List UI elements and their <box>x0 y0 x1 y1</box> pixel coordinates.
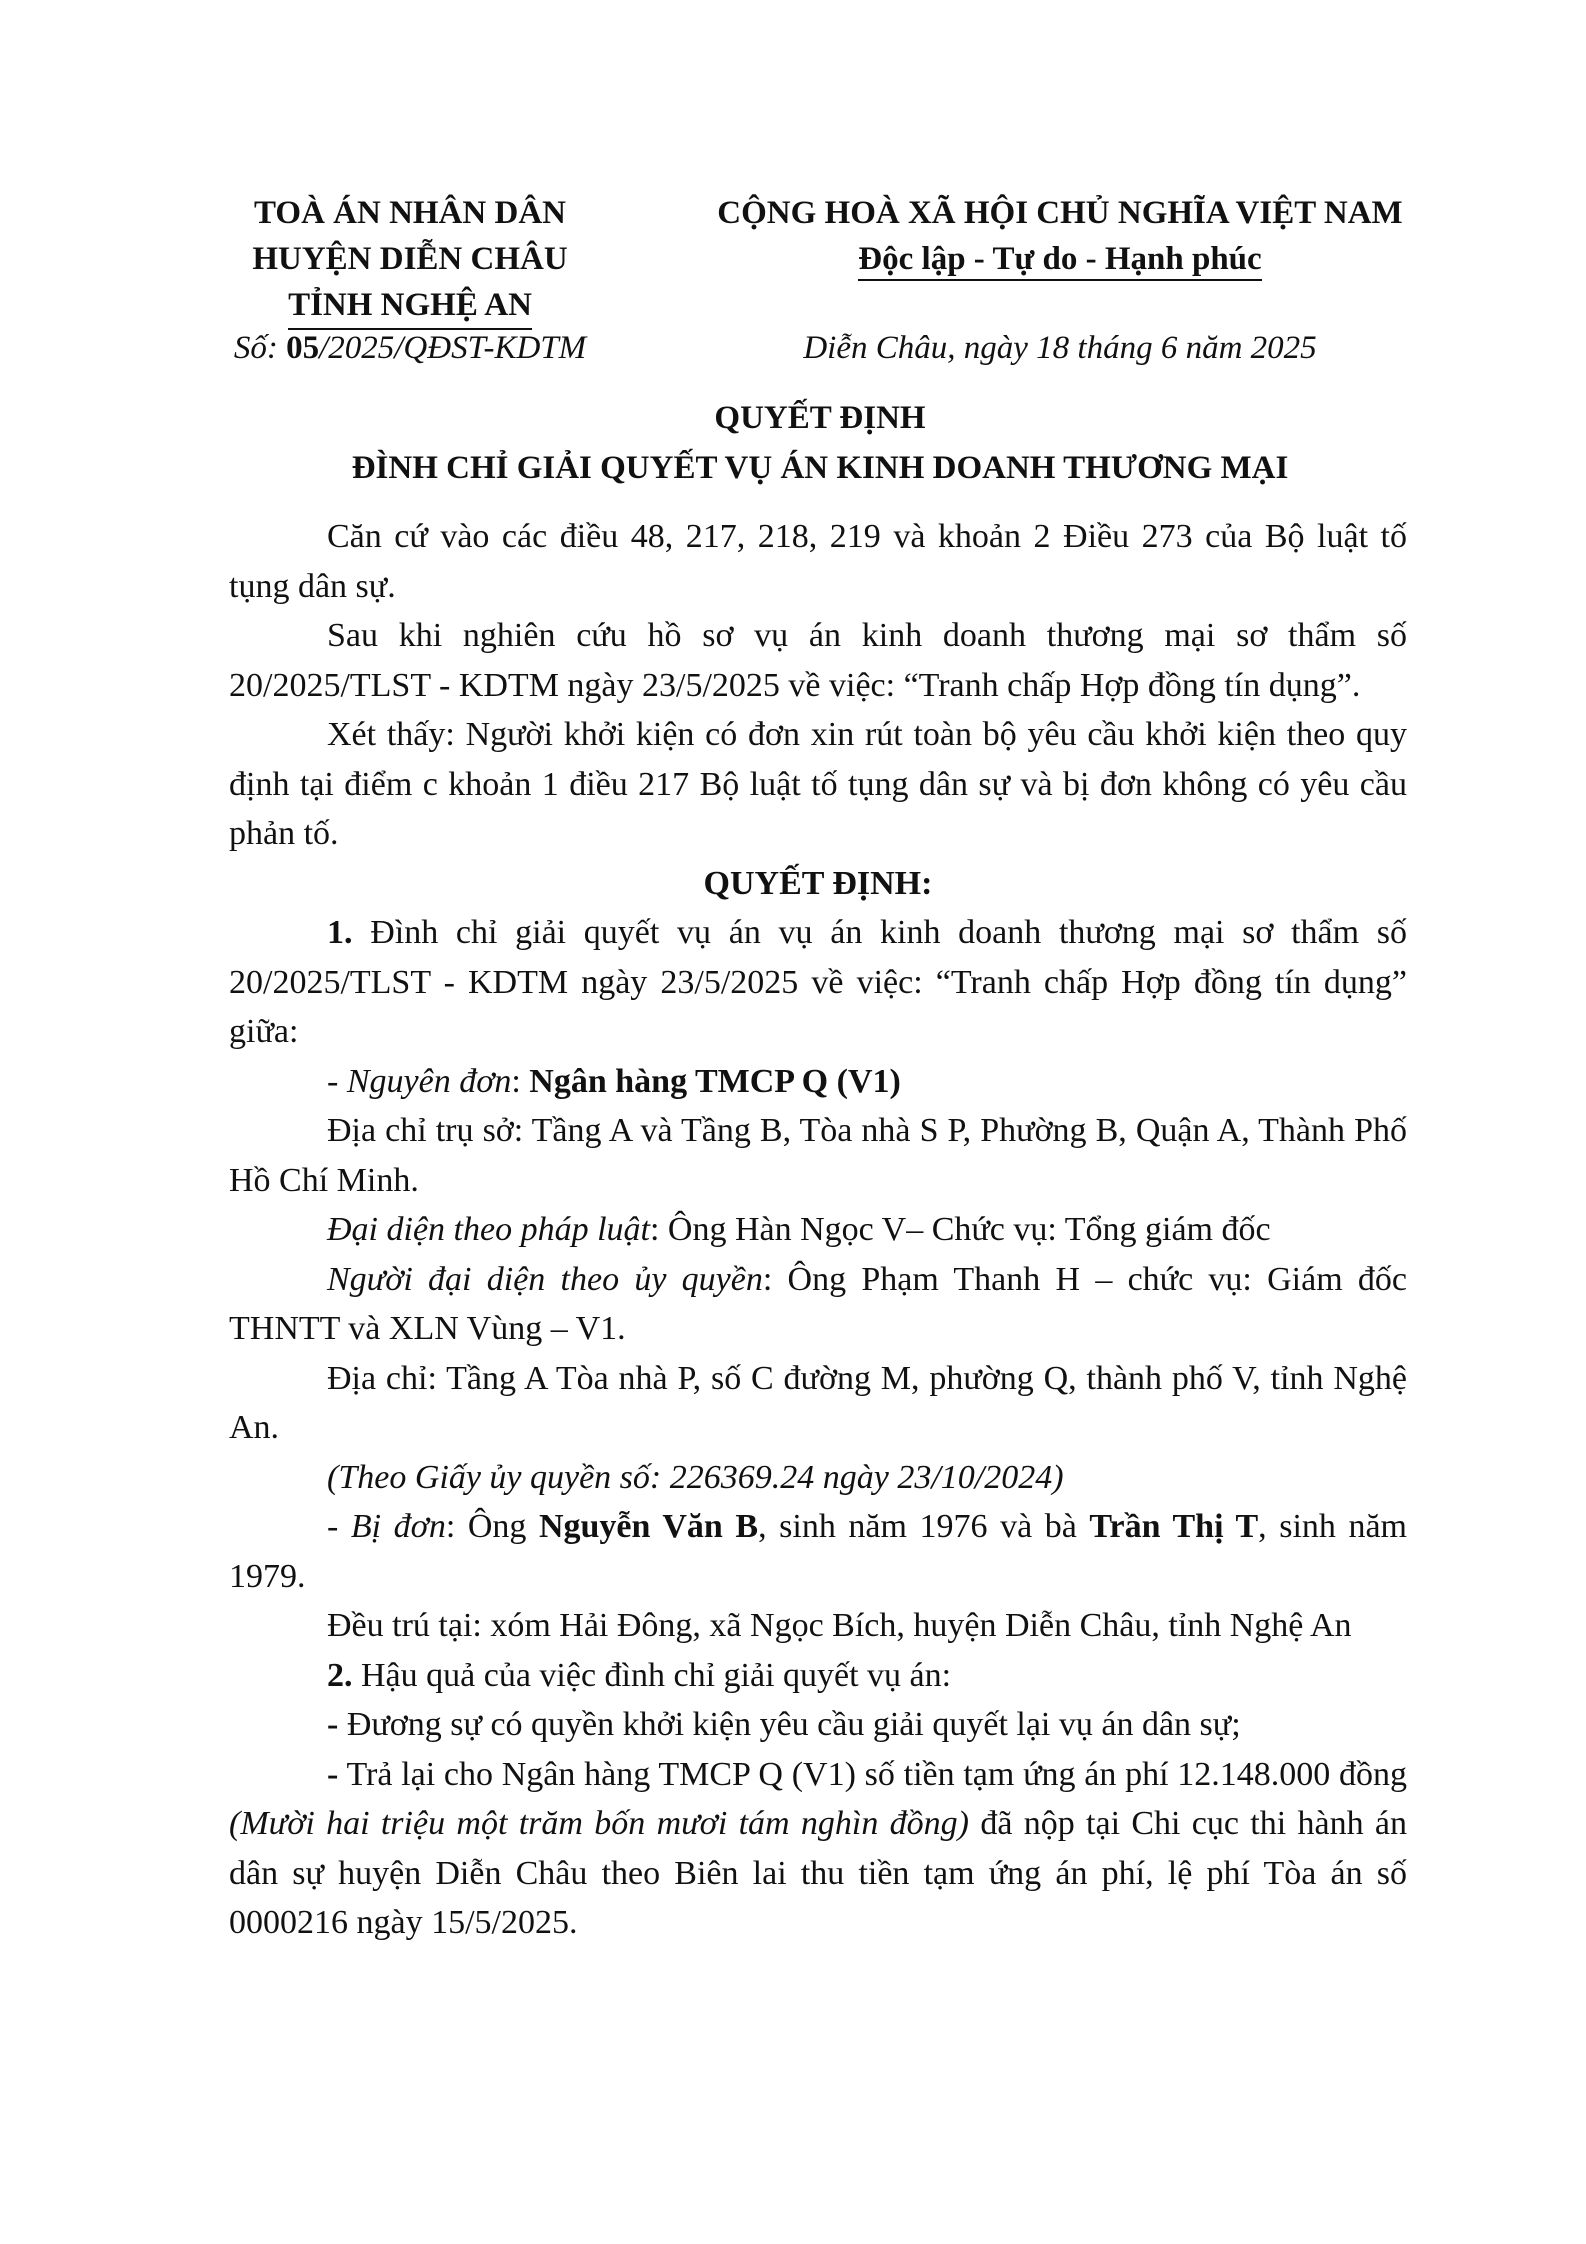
decision-number: Số: 05/2025/QĐST-KDTM <box>233 330 587 366</box>
defendant-line: - Bị đơn: Ông Nguyễn Văn B, sinh năm 1976 và bà Trần Thị T, sinh năm 1979. <box>229 1508 1407 1595</box>
authorization-note: (Theo Giấy ủy quyền số: 226369.24 ngày 23/10/2024) <box>327 1458 1064 1496</box>
representative-address: Địa chỉ: Tầng A Tòa nhà P, số C đường M, phường Q, thành phố V, tỉnh Nghệ An. <box>229 1359 1407 1446</box>
defendant-name-2: Trần Thị T <box>1089 1508 1259 1545</box>
consequence-item-b: - Trả lại cho Ngân hàng TMCP Q (V1) số tiền tạm ứng án phí 12.148.000 đồng (Mười hai triệu một trăm bốn mươi tám nghìn đồng) đã nộp tại Chi cục thi hành án dân sự huyện Diễn Châu theo Biên lai thu tiền tạm ứng án phí, lệ phí Tòa án số 0000216 ngày 15/5/2025. <box>229 1755 1407 1941</box>
findings-paragraph: Xét thấy: Người khởi kiện có đơn xin rút toàn bộ yêu cầu khởi kiện theo quy định tại điểm c khoản 1 điều 217 Bộ luật tố tụng dân sự và bị đơn không có yêu cầu phản tố. <box>229 716 1407 852</box>
plaintiff-name: Ngân hàng TMCP Q (V1) <box>529 1062 901 1100</box>
defendant-address: Đều trú tại: xóm Hải Đông, xã Ngọc Bích, huyện Diễn Châu, tỉnh Nghệ An <box>327 1607 1352 1644</box>
court-header <box>200 190 620 330</box>
court-name-line2: HUYỆN DIỄN CHÂU <box>252 241 568 277</box>
case-review-paragraph: Sau khi nghiên cứu hồ sơ vụ án kinh doanh thương mại sơ thẩm số 20/2025/TLST - KDTM ngày 23/5/2025 về việc: “Tranh chấp Hợp đồng tín dụng”. <box>229 617 1407 704</box>
court-name-line1: TOÀ ÁN NHÂN DÂN <box>254 195 566 231</box>
legal-representative: Đại diện theo pháp luật: Ông Hàn Ngọc V– Chức vụ: Tổng giám đốc <box>327 1211 1271 1248</box>
document-title: QUYẾT ĐỊNH <box>714 400 926 436</box>
court-province: TỈNH NGHỆ AN <box>288 282 532 330</box>
nation-motto: Độc lập - Tự do - Hạnh phúc <box>858 239 1261 281</box>
decision-heading: QUYẾT ĐỊNH: <box>703 864 933 902</box>
authorized-representative: Người đại diện theo ủy quyền: Ông Phạm Thanh H – chức vụ: Giám đốc THNTT và XLN Vùng – V1. <box>229 1260 1407 1347</box>
decision-number-value: 05 <box>286 330 320 366</box>
decision-item-1: 1. Đình chỉ giải quyết vụ án vụ án kinh doanh thương mại sơ thẩm số 20/2025/TLST - KDTM ngày 23/5/2025 về việc: “Tranh chấp Hợp đồng tín dụng” giữa: <box>229 914 1407 1050</box>
plaintiff-line: - Nguyên đơn: Ngân hàng TMCP Q (V1) <box>327 1062 901 1100</box>
defendant-name-1: Nguyễn Văn B <box>538 1508 759 1545</box>
legal-basis-paragraph: Căn cứ vào các điều 48, 217, 218, 219 và khoản 2 Điều 273 của Bộ luật tố tụng dân sự. <box>229 518 1407 605</box>
place-date: Diễn Châu, ngày 18 tháng 6 năm 2025 <box>803 330 1317 366</box>
consequence-item-a: - Đương sự có quyền khởi kiện yêu cầu giải quyết lại vụ án dân sự; <box>327 1706 1241 1743</box>
plaintiff-address: Địa chỉ trụ sở: Tầng A và Tầng B, Tòa nhà S P, Phường B, Quận A, Thành Phố Hồ Chí Minh. <box>229 1112 1407 1199</box>
decision-item-2: 2. Hậu quả của việc đình chỉ giải quyết vụ án: <box>327 1656 952 1694</box>
document-subtitle: ĐÌNH CHỈ GIẢI QUYẾT VỤ ÁN KINH DOANH THƯƠNG MẠI <box>351 450 1289 486</box>
amount-in-words: (Mười hai triệu một trăm bốn mươi tám nghìn đồng) <box>229 1805 969 1842</box>
document-body <box>229 512 1407 1948</box>
nation-title: CỘNG HOÀ XÃ HỘI CHỦ NGHĨA VIỆT NAM <box>717 195 1403 231</box>
nation-header <box>680 190 1440 282</box>
